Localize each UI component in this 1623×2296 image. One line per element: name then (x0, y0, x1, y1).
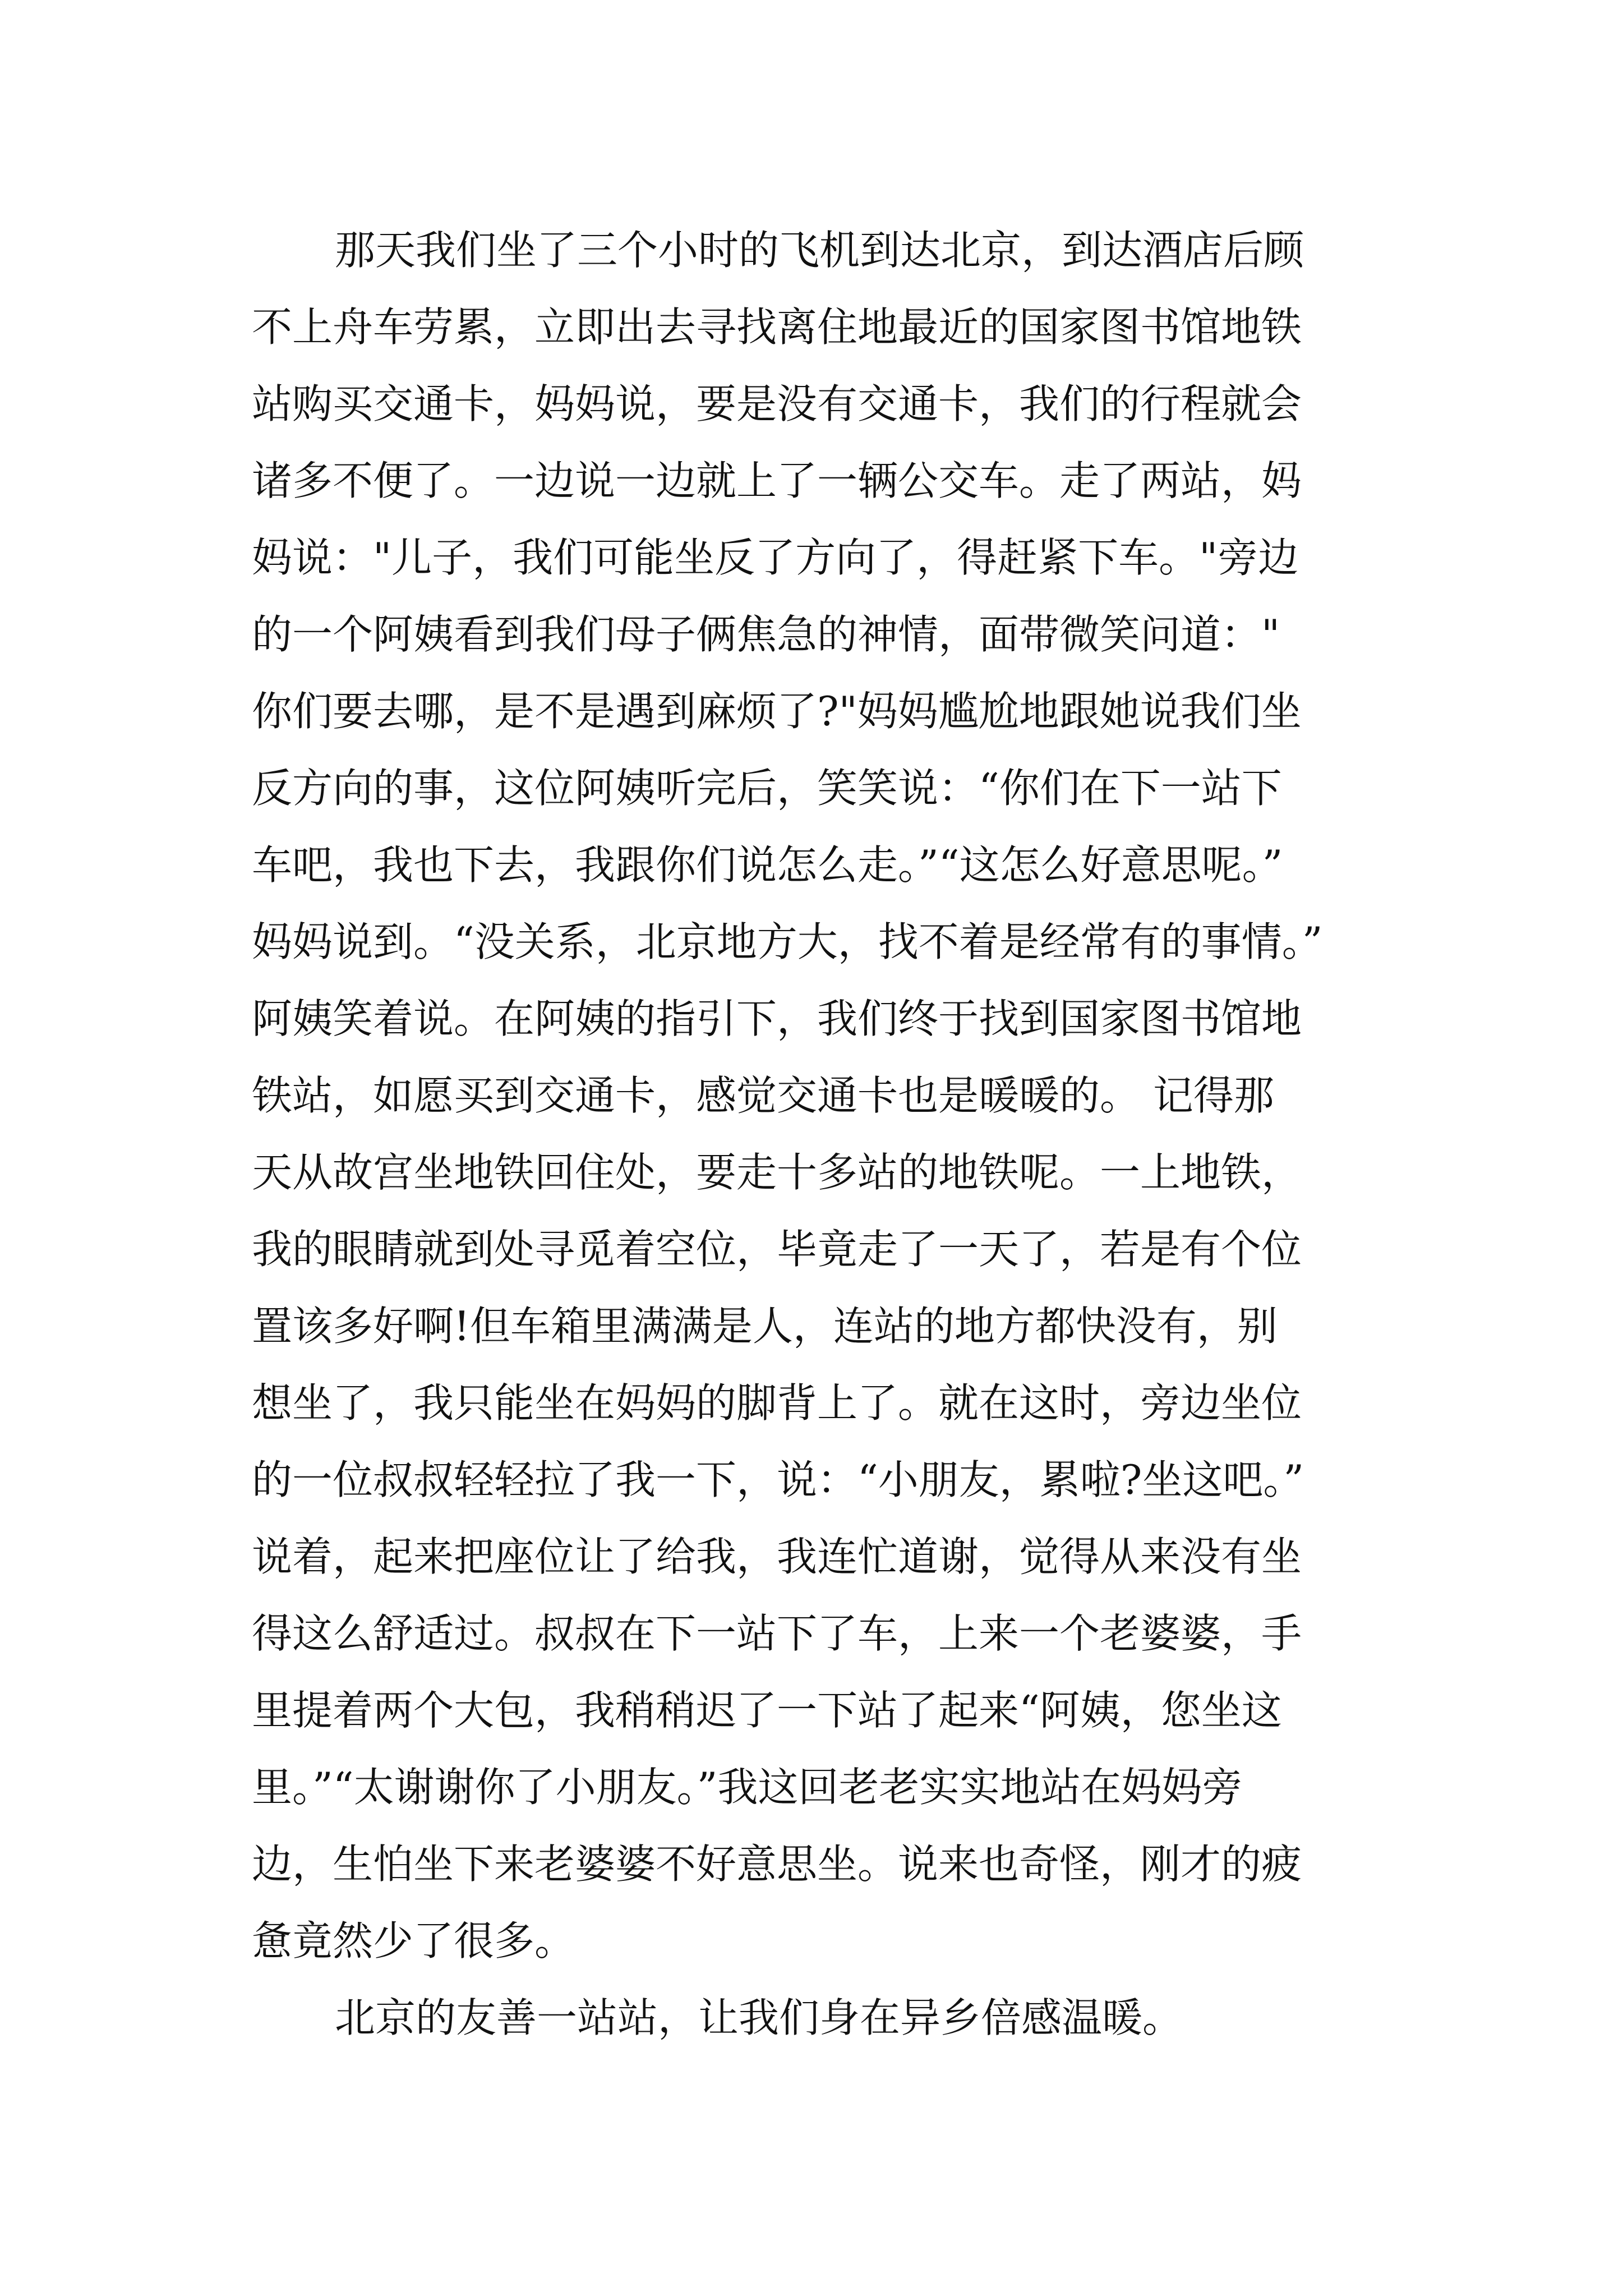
text-line: 边，生怕坐下来老婆婆不好意思坐。说来也奇怪，刚才的疲 (252, 1841, 1302, 1888)
text-line: 里。”“太谢谢你了小朋友。”我这回老老实实地站在妈妈旁 (252, 1764, 1243, 1811)
text-line: 不上舟车劳累，立即出去寻找离住地最近的国家图书馆地铁 (252, 303, 1302, 351)
text-line: 说着，起来把座位让了给我，我连忙道谢，觉得从来没有坐 (252, 1533, 1302, 1580)
text-line: 铁站，如愿买到交通卡，感觉交通卡也是暖暖的。 记得那 (252, 1072, 1274, 1119)
text-line: 想坐了，我只能坐在妈妈的脚背上了。就在这时，旁边坐位 (252, 1379, 1302, 1427)
text-line: 反方向的事，这位阿姨听完后，笑笑说：“你们在下一站下 (252, 765, 1282, 812)
text-line: 阿姨笑着说。在阿姨的指引下，我们终于找到国家图书馆地 (252, 995, 1302, 1042)
text-line: 我的眼睛就到处寻觅着空位，毕竟走了一天了，若是有个位 (252, 1226, 1302, 1273)
text-line: 诸多不便了。一边说一边就上了一辆公交车。走了两站，妈 (252, 457, 1302, 504)
text-line: 你们要去哪，是不是遇到麻烦了?"妈妈尴尬地跟她说我们坐 (252, 688, 1302, 735)
text-line: 里提着两个大包，我稍稍迟了一下站了起来“阿姨，您坐这 (252, 1687, 1282, 1734)
text-line: 车吧，我也下去，我跟你们说怎么走。”“这怎么好意思呢。” (252, 841, 1283, 889)
text-line: 惫竟然少了很多。 (252, 1917, 575, 1964)
document-body (252, 212, 1379, 2056)
text-line: 站购买交通卡，妈妈说，要是没有交通卡，我们的行程就会 (252, 380, 1302, 427)
text-line: 置该多好啊!但车箱里满满是人，连站的地方都快没有，别 (252, 1303, 1278, 1350)
text-line: 北京的友善一站站，让我们身在异乡倍感温暖。 (335, 1994, 1183, 2041)
text-line: 那天我们坐了三个小时的飞机到达北京，到达酒店后顾 (335, 227, 1304, 274)
text-line: 天从故宫坐地铁回住处，要走十多站的地铁呢。一上地铁， (252, 1149, 1302, 1196)
text-line: 的一个阿姨看到我们母子俩焦急的神情，面带微笑问道：" (252, 611, 1280, 658)
text-line: 妈说："儿子，我们可能坐反了方向了，得赶紧下车。"旁边 (252, 534, 1299, 581)
text-line: 的一位叔叔轻轻拉了我一下，说：“小朋友，累啦?坐这吧。” (252, 1456, 1304, 1503)
text-line: 得这么舒适过。叔叔在下一站下了车，上来一个老婆婆，手 (252, 1610, 1302, 1657)
text-line: 妈妈说到。“没关系，北京地方大，找不着是经常有的事情。” (252, 918, 1323, 965)
